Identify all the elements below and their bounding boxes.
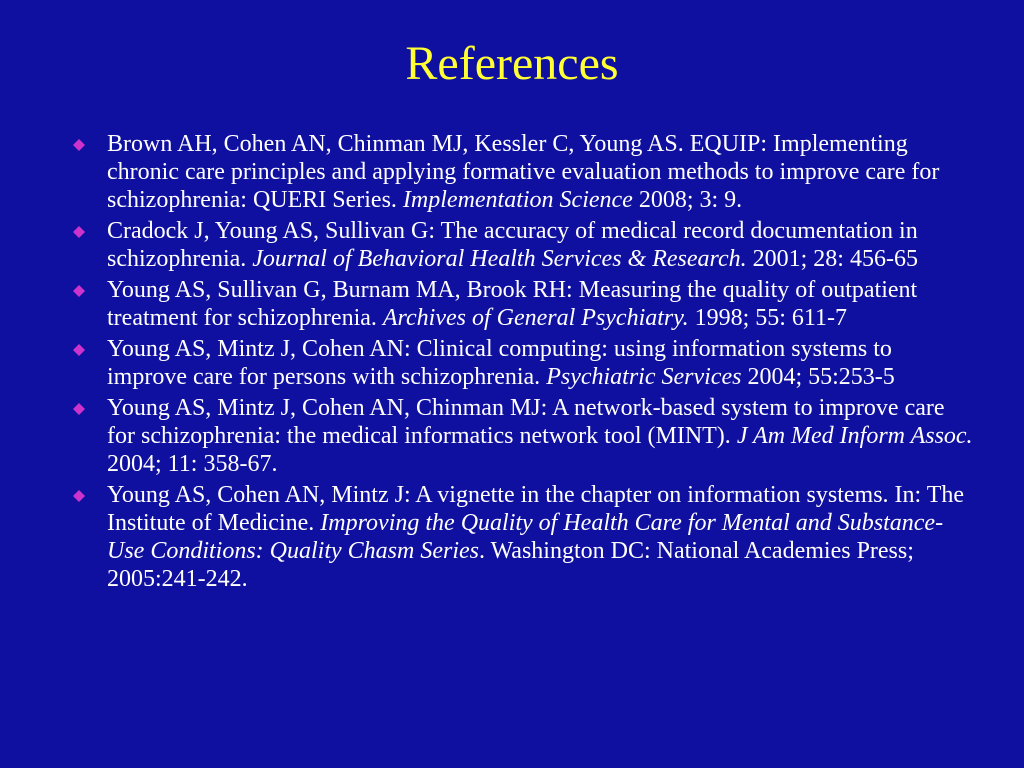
reference-journal: Improving the Quality of Health Care for Mental and Substance-Use Conditions: Quality Chasm Series	[107, 510, 944, 564]
reference-authors: Young AS, Mintz J, Cohen AN: Clinical computing: using information systems to improve care for persons with schizophrenia.	[107, 336, 892, 390]
reference-authors: Cradock J, Young AS, Sullivan G: The accuracy of medical record documentation in schizophrenia.	[107, 218, 918, 272]
reference-citation: 2004; 11: 358-67.	[107, 451, 278, 477]
diamond-icon	[73, 285, 85, 297]
reference-journal: Psychiatric Services	[546, 364, 742, 390]
reference-item	[73, 481, 973, 593]
reference-item	[73, 276, 973, 332]
reference-authors: Young AS, Mintz J, Cohen AN, Chinman MJ: A network-based system to improve care for schizophrenia: the medical informatics network tool (MINT).	[107, 395, 945, 449]
slide-title: References	[405, 37, 619, 90]
reference-citation: 2004; 55:253-5	[747, 364, 895, 390]
reference-citation: . Washington DC: National Academies Press; 2005:241-242.	[107, 538, 914, 592]
reference-journal: J Am Med Inform Assoc.	[736, 423, 973, 449]
reference-list	[73, 130, 973, 596]
reference-journal: Journal of Behavioral Health Services & Research.	[252, 246, 747, 272]
reference-item	[73, 217, 973, 273]
reference-item	[73, 130, 973, 214]
reference-citation: 1998; 55: 611-7	[694, 305, 848, 331]
diamond-icon	[73, 490, 85, 502]
reference-item	[73, 394, 973, 478]
diamond-icon	[73, 139, 85, 151]
reference-journal: Archives of General Psychiatry.	[382, 305, 689, 331]
reference-citation: 2008; 3: 9.	[638, 187, 743, 213]
diamond-icon	[73, 226, 85, 238]
diamond-icon	[73, 403, 85, 415]
reference-authors: Brown AH, Cohen AN, Chinman MJ, Kessler C, Young AS. EQUIP: Implementing chronic care principles and applying formative evaluation methods to improve care for schizophrenia: QUERI Series.	[107, 131, 940, 213]
reference-authors: Young AS, Cohen AN, Mintz J: A vignette in the chapter on information systems. In: The Institute of Medicine.	[107, 482, 965, 536]
reference-journal: Implementation Science	[402, 187, 633, 213]
reference-citation: 2001; 28: 456-65	[752, 246, 918, 272]
reference-authors: Young AS, Sullivan G, Burnam MA, Brook RH: Measuring the quality of outpatient treatment for schizophrenia.	[107, 277, 918, 331]
diamond-icon	[73, 344, 85, 356]
reference-item	[73, 335, 973, 391]
